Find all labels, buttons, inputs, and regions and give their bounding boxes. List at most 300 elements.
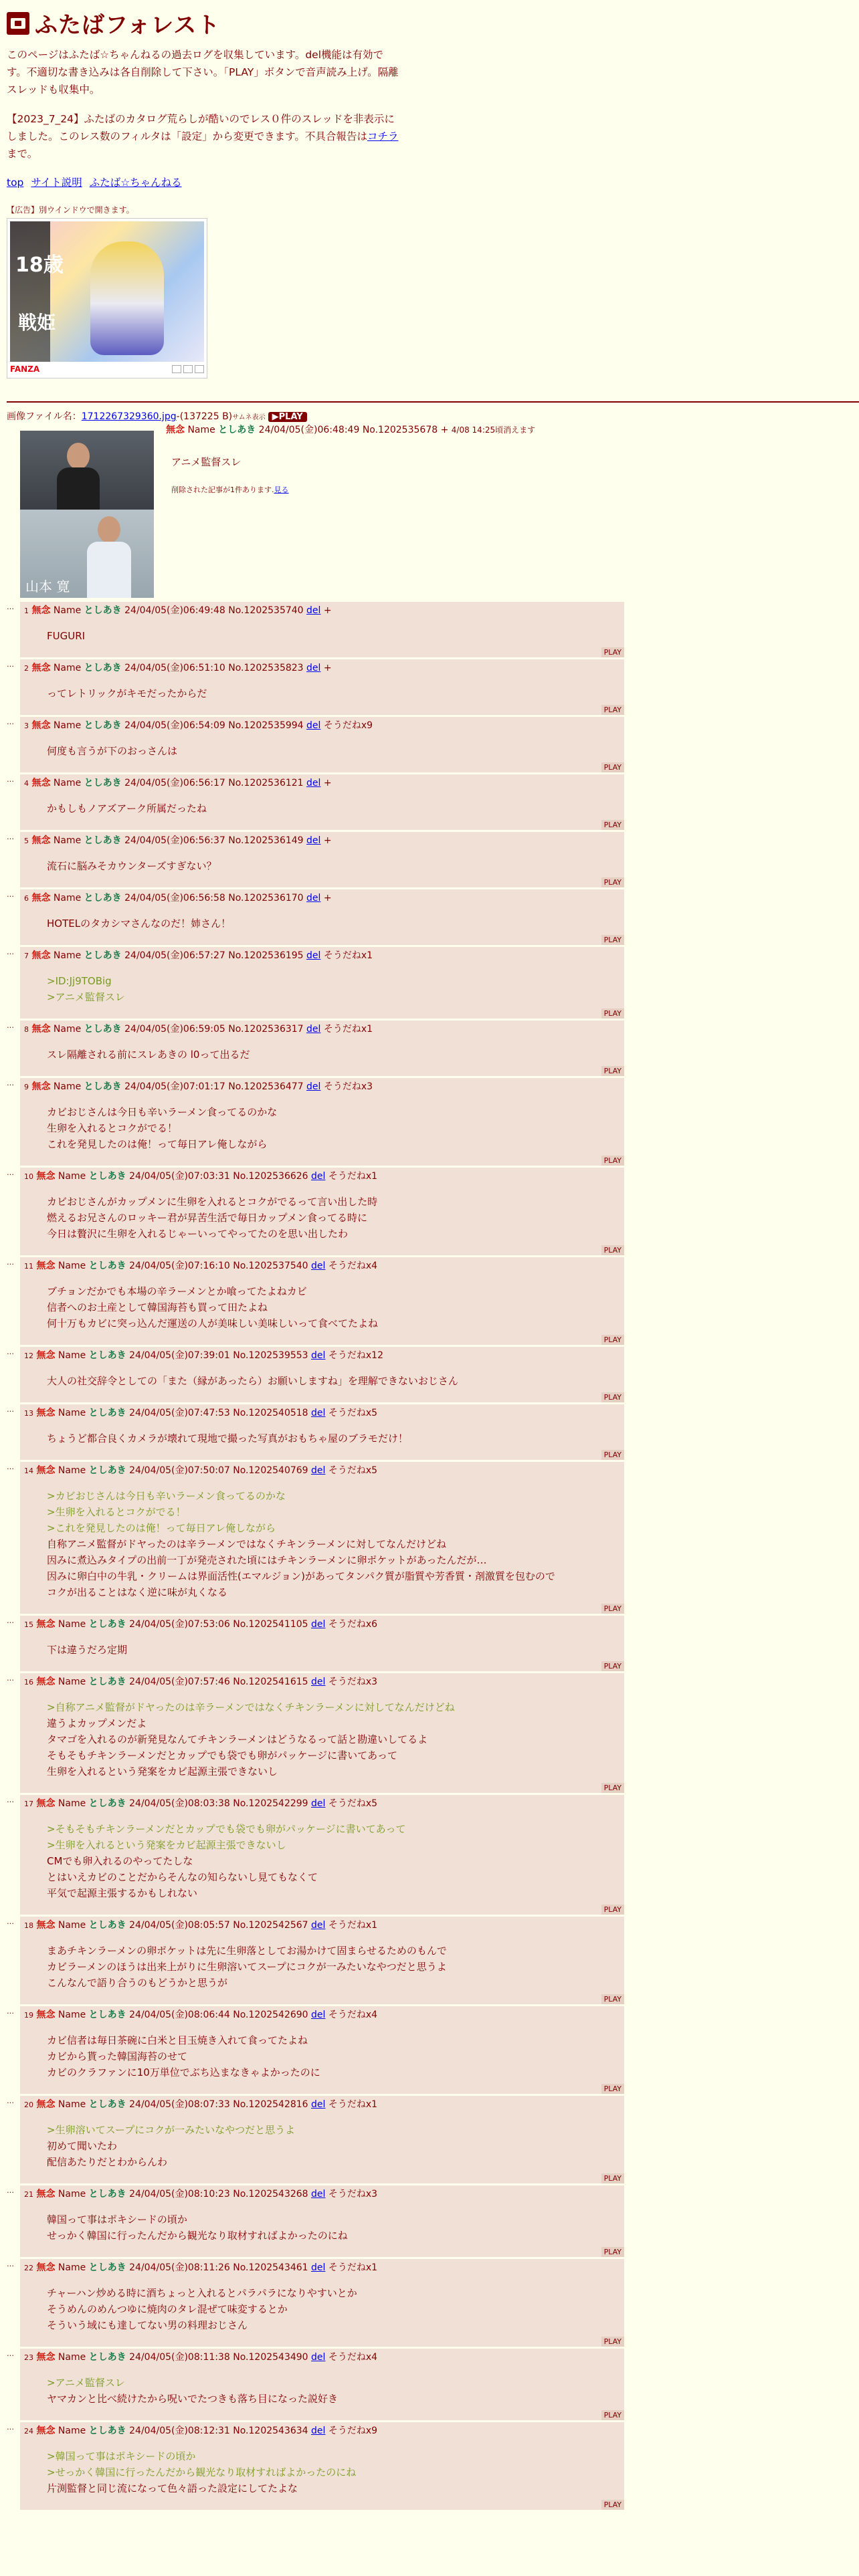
sodane-button[interactable]: + — [323, 893, 332, 903]
del-link[interactable]: del — [306, 605, 321, 616]
del-link[interactable]: del — [306, 893, 321, 903]
text-line: カビのクラファンに10万単位でぶち込まなきゃよかったのに — [47, 2066, 320, 2078]
name-label: Name — [58, 1677, 86, 1687]
post-number[interactable]: No.1202535740 — [228, 605, 304, 616]
intro-text — [7, 46, 401, 163]
op-image[interactable] — [20, 431, 154, 598]
sodane-button[interactable]: そうだねx9 — [328, 2426, 378, 2436]
name-label: Name — [53, 835, 82, 846]
text-line: 初めて聞いたわ — [47, 2140, 118, 2152]
reply-post — [20, 1673, 624, 1793]
reply-header — [24, 1348, 620, 1364]
reply-post — [20, 2185, 624, 2257]
reply-header — [24, 1463, 620, 1479]
play-button[interactable]: PLAY — [601, 1604, 624, 1614]
sodane-button[interactable]: そうだねx4 — [328, 2010, 378, 2020]
text-line: 因みに卵白中の牛乳・クリームは界面活性(エマルジョン)があってタンパク質が脂質や芳香質・剤激質を包むので — [47, 1570, 555, 1582]
subject: 無念 — [31, 1081, 51, 1092]
reply-marker: … — [7, 1168, 14, 1177]
poster-name: としあき — [84, 720, 122, 731]
reply-marker: … — [7, 2349, 14, 2358]
subject: 無念 — [36, 2426, 56, 2436]
post-number[interactable]: No.1202536195 — [228, 950, 304, 961]
fanza-logo: FANZA — [10, 364, 40, 374]
sodane-button[interactable]: そうだねx12 — [328, 1350, 383, 1361]
reply-header — [24, 1675, 620, 1690]
text-line: せっかく韓国に行ったんだから観光なり取材すればよかったのにね — [47, 2230, 348, 2242]
ad-caption: 戦姫 — [18, 312, 56, 334]
name-label: Name — [58, 2352, 86, 2363]
sodane-button[interactable]: そうだねx3 — [328, 2189, 378, 2199]
poster-name: としあき — [88, 1171, 126, 1182]
subject: 無念 — [36, 2189, 56, 2199]
subject: 無念 — [36, 1465, 56, 1476]
reply-post — [20, 2349, 624, 2420]
del-link[interactable]: del — [311, 1171, 326, 1182]
post-number[interactable]: No.1202536121 — [228, 778, 304, 788]
op-play-button[interactable]: ▶PLAY — [268, 412, 307, 422]
sodane-button[interactable]: + — [323, 778, 332, 788]
reply-post — [20, 1616, 624, 1671]
post-datetime: 24/04/05(金)07:47:53 — [129, 1408, 230, 1418]
reply-row — [7, 1795, 852, 1915]
reply-post — [20, 659, 624, 715]
reply-header — [24, 1406, 620, 1421]
reply-post — [20, 1257, 624, 1345]
subject: 無念 — [36, 2010, 56, 2020]
del-link[interactable]: del — [311, 2352, 326, 2363]
post-number[interactable]: No.1202543634 — [233, 2426, 308, 2436]
text-line: 流石に脳みそカウンターズすぎない？ — [47, 860, 217, 872]
nav-futaba-link[interactable]: ふたば☆ちゃんねる — [89, 177, 182, 189]
reply-post — [20, 889, 624, 945]
del-link[interactable]: del — [306, 1024, 321, 1035]
poster-name: としあき — [88, 2010, 126, 2020]
reply-marker: … — [7, 1405, 14, 1414]
reply-marker: … — [7, 948, 14, 956]
del-link[interactable]: del — [311, 1261, 326, 1271]
reply-index: 24 — [24, 2427, 33, 2436]
reply-text — [47, 973, 620, 1005]
reply-text — [47, 1283, 620, 1331]
play-button[interactable]: PLAY — [601, 1008, 624, 1018]
reply-header — [24, 1079, 620, 1095]
text-line: タマゴを入れるのが新発見なんてチキンラーメンはどうなるって話と勘違いしてるよ — [47, 1733, 428, 1745]
sodane-button[interactable]: そうだねx5 — [328, 1408, 378, 1418]
del-link[interactable]: del — [311, 1920, 326, 1931]
reply-marker: … — [7, 833, 14, 841]
reply-row — [7, 2259, 852, 2347]
del-link[interactable]: del — [311, 1798, 326, 1809]
post-datetime: 24/04/05(金)06:54:09 — [124, 720, 225, 731]
sodane-button[interactable]: そうだねx3 — [328, 1677, 378, 1687]
text-line: 平気で起源主張するかもしれない — [47, 1887, 198, 1899]
name-label: Name — [53, 893, 82, 903]
text-line: カビおじさんがカップメンに生卵を入れるとコクがでるって言い出した時 — [47, 1196, 378, 1208]
play-button[interactable]: PLAY — [601, 877, 624, 887]
del-link[interactable]: del — [306, 835, 321, 846]
poster-name: としあき — [88, 1677, 126, 1687]
reply-text — [47, 2212, 620, 2244]
del-link[interactable]: del — [306, 950, 321, 961]
subject: 無念 — [36, 1261, 56, 1271]
reply-text — [47, 1104, 620, 1152]
reply-index: 1 — [24, 607, 29, 615]
poster-name: としあき — [88, 2426, 126, 2436]
post-number[interactable]: No.1202536170 — [228, 893, 304, 903]
text-line: 生卵を入れるとコクがでる！ — [47, 1122, 178, 1134]
play-button[interactable]: PLAY — [601, 1335, 624, 1345]
name-label: Name — [53, 778, 82, 788]
play-button[interactable]: PLAY — [601, 762, 624, 772]
del-link[interactable]: del — [311, 1677, 326, 1687]
text-line: 何度も言うが下のおっさんは — [47, 745, 178, 757]
reply-post — [20, 1404, 624, 1460]
quote-line: >これを発見したのは俺！って毎日アレ俺しながら — [47, 1522, 276, 1534]
reply-text — [47, 1642, 620, 1658]
top-nav — [7, 175, 852, 189]
post-datetime: 24/04/05(金)07:03:31 — [129, 1171, 230, 1182]
play-button[interactable]: PLAY — [601, 647, 624, 657]
sodane-button[interactable]: + — [440, 425, 449, 435]
play-button[interactable]: PLAY — [601, 820, 624, 830]
reply-text — [47, 800, 620, 817]
post-datetime: 24/04/05(金)08:07:33 — [129, 2099, 230, 2110]
text-line: そもそもチキンラーメンだとカップでも袋でも卵がパッケージに書いてあって — [47, 1749, 397, 1761]
play-button[interactable]: PLAY — [601, 2084, 624, 2094]
reply-post — [20, 2422, 624, 2510]
ad-banner[interactable] — [7, 218, 207, 379]
del-link[interactable]: del — [306, 1081, 321, 1092]
sodane-button[interactable]: そうだねx1 — [328, 1920, 378, 1931]
post-number[interactable]: No.1202540769 — [233, 1465, 308, 1476]
post-number[interactable]: No.1202537540 — [233, 1261, 308, 1271]
del-link[interactable]: del — [311, 2426, 326, 2436]
site-title: ふたばフォレスト — [35, 12, 221, 39]
reply-post — [20, 947, 624, 1018]
poster-name: としあき — [88, 1261, 126, 1271]
reply-header — [24, 2008, 620, 2023]
sodane-button[interactable]: + — [323, 605, 332, 616]
subject: 無念 — [36, 1677, 56, 1687]
image-file-link[interactable]: 1712267329360.jpg — [81, 411, 177, 422]
poster-name: としあき — [84, 835, 122, 846]
post-number[interactable]: No.1202535823 — [228, 663, 304, 673]
text-line: 韓国って事はポキシードの頃か — [47, 2214, 187, 2226]
text-line: 配信あたりだとわからんわ — [47, 2156, 168, 2168]
reply-index: 22 — [24, 2264, 33, 2272]
reply-text — [47, 685, 620, 702]
poster-name: としあき — [88, 2099, 126, 2110]
reply-index: 6 — [24, 894, 29, 903]
text-line: 何十万もカビに突っ込んだ運送の人が美味しい美味しいって食べてたよね — [47, 1317, 379, 1329]
reply-index: 21 — [24, 2190, 33, 2199]
sodane-button[interactable]: そうだねx3 — [323, 1081, 373, 1092]
intro-paragraph-2: 【2023_7_24】ふたばのカタログ荒らしが酷いのでレス０件のスレッドを非表示にしました。このレス数のフィルタは「設定」から変更できます。不具合報告はコチラまで。 — [7, 113, 399, 160]
play-button[interactable]: PLAY — [601, 2500, 624, 2510]
post-number[interactable]: No.1202543268 — [233, 2189, 308, 2199]
del-link[interactable]: del — [306, 663, 321, 673]
sodane-button[interactable]: そうだねx5 — [328, 1798, 378, 1809]
sodane-button[interactable]: そうだねx1 — [323, 950, 373, 961]
reply-marker: … — [7, 718, 14, 726]
text-line: HOTELのタカシマさんなのだ！姉さん！ — [47, 918, 231, 930]
text-line: 燃えるお兄さんのロッキー君が昇苦生活で毎日カップメン食ってる時に — [47, 1212, 367, 1224]
name-label: Name — [58, 2262, 86, 2273]
sodane-button[interactable]: そうだねx1 — [328, 1171, 378, 1182]
text-line: FUGURI — [47, 630, 86, 642]
reply-header — [24, 1259, 620, 1274]
reply-post — [20, 2006, 624, 2094]
post-datetime: 24/04/05(金)08:10:23 — [129, 2189, 230, 2199]
post-number[interactable]: No.1202542299 — [233, 1798, 308, 1809]
reply-index: 14 — [24, 1467, 33, 1475]
text-line: 生卵を入れるという発案をカビ起源主張できないし — [47, 1765, 278, 1778]
post-number[interactable]: No.1202536477 — [228, 1081, 304, 1092]
quote-line: >ID:Jj9TOBig — [47, 975, 112, 987]
ad-image[interactable] — [10, 221, 204, 362]
reply-index: 11 — [24, 1262, 33, 1271]
text-line: ヤマカンと比べ続けたから呪いでたつきも落ち目になった説好き — [47, 2393, 339, 2405]
post-datetime: 24/04/05(金)07:50:07 — [129, 1465, 230, 1476]
post-number[interactable]: No.1202541615 — [233, 1677, 308, 1687]
poster-name: としあき — [84, 1081, 122, 1092]
nav-top-link[interactable]: top — [7, 177, 24, 189]
reply-post — [20, 2259, 624, 2347]
nav-about-link[interactable]: サイト説明 — [31, 177, 82, 189]
reply-row — [7, 1168, 852, 1255]
play-button[interactable]: PLAY — [601, 1661, 624, 1671]
reply-index: 16 — [24, 1678, 33, 1687]
reply-index: 7 — [24, 952, 29, 960]
post-number[interactable]: No.1202542816 — [233, 2099, 308, 2110]
subject: 無念 — [36, 1408, 56, 1418]
poster-name: としあき — [88, 1920, 126, 1931]
del-link[interactable]: del — [311, 1408, 326, 1418]
reply-marker: … — [7, 1463, 14, 1471]
reply-index: 3 — [24, 722, 29, 730]
reply-row — [7, 1257, 852, 1345]
play-button[interactable]: PLAY — [601, 2247, 624, 2257]
subject: 無念 — [31, 720, 51, 731]
reply-text — [47, 1194, 620, 1242]
reply-header — [24, 2187, 620, 2202]
reply-marker: … — [7, 1079, 14, 1087]
reply-row — [7, 1462, 852, 1614]
del-link[interactable]: del — [311, 2189, 326, 2199]
post-number[interactable]: No.1202542690 — [233, 2010, 308, 2020]
reply-marker: … — [7, 1616, 14, 1625]
text-line: 下は違うだろ定期 — [47, 1644, 128, 1656]
del-link[interactable]: del — [306, 720, 321, 731]
reply-index: 13 — [24, 1409, 33, 1418]
reply-post — [20, 717, 624, 772]
reply-text — [47, 2375, 620, 2407]
reply-index: 4 — [24, 779, 29, 788]
post-number[interactable]: No.1202535678 — [362, 425, 438, 435]
name-label: Name — [58, 1619, 86, 1630]
post-number[interactable]: No.1202539553 — [233, 1350, 308, 1361]
sodane-button[interactable]: そうだねx5 — [328, 1465, 378, 1476]
subject: 無念 — [36, 1171, 56, 1182]
poster-name: としあき — [88, 2262, 126, 2273]
post-number[interactable]: No.1202536317 — [228, 1024, 304, 1035]
post-number[interactable]: No.1202540518 — [233, 1408, 308, 1418]
reply-post — [20, 774, 624, 830]
reply-row — [7, 1347, 852, 1402]
post-number[interactable]: No.1202543490 — [233, 2352, 308, 2363]
reply-marker: … — [7, 1917, 14, 1926]
reply-header — [24, 2424, 620, 2439]
quote-line: >そもそもチキンラーメンだとカップでも袋でも卵がパッケージに書いてあって — [47, 1823, 406, 1835]
play-button[interactable]: PLAY — [601, 935, 624, 945]
post-number[interactable]: No.1202542567 — [233, 1920, 308, 1931]
op-body — [166, 423, 835, 495]
sodane-button[interactable]: そうだねx4 — [328, 1261, 378, 1271]
post-number[interactable]: No.1202536149 — [228, 835, 304, 846]
post-datetime: 24/04/05(金)06:56:37 — [124, 835, 225, 846]
reply-post — [20, 2096, 624, 2183]
expire-note: 4/08 14:25頃消えます — [451, 425, 536, 435]
play-button[interactable]: PLAY — [601, 1156, 624, 1166]
del-link[interactable]: del — [311, 2099, 326, 2110]
quote-line: >アニメ監督スレ — [47, 2377, 125, 2389]
poster-name: としあき — [218, 425, 256, 435]
reply-row — [7, 602, 852, 657]
intro-paragraph-1: このページはふたば☆ちゃんねるの過去ログを収集しています。del機能は有効です。不適切な書き込みは各自削除して下さい。「PLAY」ボタンで音声読み上げ。隔離スレッドも収集中。 — [7, 49, 399, 96]
reply-post — [20, 1021, 624, 1076]
post-datetime: 24/04/05(金)08:06:44 — [129, 2010, 230, 2020]
reply-row — [7, 2422, 852, 2510]
poster-name: としあき — [84, 605, 122, 616]
ad-pager[interactable] — [172, 365, 204, 373]
play-button[interactable]: PLAY — [601, 2173, 624, 2183]
post-number[interactable]: No.1202543461 — [233, 2262, 308, 2273]
text-line: 信者へのお土産として韓国海苔も買って田たよね — [47, 1301, 268, 1313]
poster-name: としあき — [84, 950, 122, 961]
text-line: 大人の社交辞令としての「また（縁があったら）お願いしますね」を理解できないおじさん — [47, 1375, 458, 1387]
del-link[interactable]: del — [306, 778, 321, 788]
reply-header — [24, 1617, 620, 1632]
sodane-button[interactable]: + — [323, 663, 332, 673]
quote-line: >韓国って事はポキシードの頃か — [47, 2450, 196, 2462]
reply-text — [47, 2122, 620, 2170]
post-number[interactable]: No.1202535994 — [228, 720, 304, 731]
sodane-button[interactable]: そうだねx1 — [328, 2099, 378, 2110]
ad-footer — [10, 363, 204, 375]
show-deleted-link[interactable]: 見る — [274, 486, 289, 494]
post-datetime: 24/04/05(金)06:56:17 — [124, 778, 225, 788]
name-label: Name — [58, 2189, 86, 2199]
reply-marker: … — [7, 1796, 14, 1804]
post-datetime: 24/04/05(金)07:39:01 — [129, 1350, 230, 1361]
op-image-caption: 山本 寛 — [25, 578, 70, 595]
reply-header — [24, 1796, 620, 1812]
post-number[interactable]: No.1202541105 — [233, 1619, 308, 1630]
name-label: Name — [58, 2099, 86, 2110]
reply-row — [7, 2349, 852, 2420]
post-datetime: 24/04/05(金)06:51:10 — [124, 663, 225, 673]
reply-row — [7, 717, 852, 772]
play-button[interactable]: PLAY — [601, 2410, 624, 2420]
deleted-note: 削除された記事が1件あります.見る — [171, 486, 289, 494]
text-line: ちょうど都合良くカメラが壊れて現地で撮った写真がおもちゃ屋のブラモだけ！ — [47, 1432, 409, 1444]
reply-header — [24, 2260, 620, 2276]
reply-marker: … — [7, 2097, 14, 2105]
play-button[interactable]: PLAY — [601, 1450, 624, 1460]
play-button[interactable]: PLAY — [601, 1994, 624, 2004]
text-line: 今日は贅沢に生卵を入れるじゃーいってやってたのを思い出したわ — [47, 1228, 349, 1240]
reply-marker: … — [7, 1021, 14, 1030]
text-line: とはいえカビのことだからそんなの知らないし見てもなくて — [47, 1871, 318, 1883]
reply-marker: … — [7, 2186, 14, 2195]
divider — [7, 401, 859, 403]
sodane-button[interactable]: + — [323, 835, 332, 846]
quote-line: >自称アニメ監督がドヤったのは辛ラーメンではなくチキンラーメンに対してなんだけどね — [47, 1701, 455, 1713]
name-label: Name — [58, 1171, 86, 1182]
sodane-button[interactable]: そうだねx6 — [328, 1619, 378, 1630]
subject: 無念 — [31, 605, 51, 616]
del-link[interactable]: del — [311, 2010, 326, 2020]
post-datetime: 24/04/05(金)06:59:05 — [124, 1024, 225, 1035]
reply-text — [47, 2448, 620, 2496]
play-button[interactable]: PLAY — [601, 2337, 624, 2347]
reply-marker: … — [7, 2260, 14, 2268]
del-link[interactable]: del — [311, 2262, 326, 2273]
play-button[interactable]: PLAY — [601, 705, 624, 715]
sodane-button[interactable]: そうだねx9 — [323, 720, 373, 731]
op-header: 無念 Name としあき 24/04/05(金)06:48:49 No.1202535678 + 4/08 14:25頃消えます — [166, 425, 536, 435]
play-button[interactable]: PLAY — [601, 1783, 624, 1793]
name-label: Name — [53, 1024, 82, 1035]
name-label: Name — [53, 720, 82, 731]
reply-index: 2 — [24, 664, 29, 673]
del-link[interactable]: del — [311, 1619, 326, 1630]
del-link[interactable]: del — [311, 1465, 326, 1476]
play-button[interactable]: PLAY — [601, 1392, 624, 1402]
reply-header — [24, 661, 620, 676]
reply-marker: … — [7, 660, 14, 669]
reply-post — [20, 1462, 624, 1614]
name-label: Name — [58, 1408, 86, 1418]
text-line: カビおじさんは今日も辛いラーメン食ってるのかな — [47, 1106, 278, 1118]
reply-post — [20, 1795, 624, 1915]
post-datetime: 24/04/05(金)07:16:10 — [129, 1261, 230, 1271]
sodane-button[interactable]: そうだねx1 — [328, 2262, 378, 2273]
post-datetime: 24/04/05(金)08:05:57 — [129, 1920, 230, 1931]
del-link[interactable]: del — [311, 1350, 326, 1361]
text-line: CMでも卵入れるのやってたしな — [47, 1855, 193, 1867]
subject: 無念 — [31, 778, 51, 788]
play-button[interactable]: PLAY — [601, 1066, 624, 1076]
text-line: かもしもノアズアーク所属だったね — [47, 802, 207, 815]
reply-header — [24, 891, 620, 906]
sodane-button[interactable]: そうだねx4 — [328, 2352, 378, 2363]
reply-header — [24, 948, 620, 964]
reply-header — [24, 718, 620, 734]
sodane-button[interactable]: そうだねx1 — [323, 1024, 373, 1035]
play-button[interactable]: PLAY — [601, 1245, 624, 1255]
reply-post — [20, 1168, 624, 1255]
name-label: Name — [58, 2010, 86, 2020]
bug-report-link[interactable]: コチラ — [367, 130, 399, 142]
reply-header — [24, 776, 620, 791]
play-button[interactable]: PLAY — [601, 1905, 624, 1915]
reply-marker: … — [7, 1348, 14, 1356]
text-line: 片渕監督と同じ流になって色々語った設定にしてたよな — [47, 2482, 298, 2494]
post-number[interactable]: No.1202536626 — [233, 1171, 308, 1182]
reply-row — [7, 832, 852, 887]
